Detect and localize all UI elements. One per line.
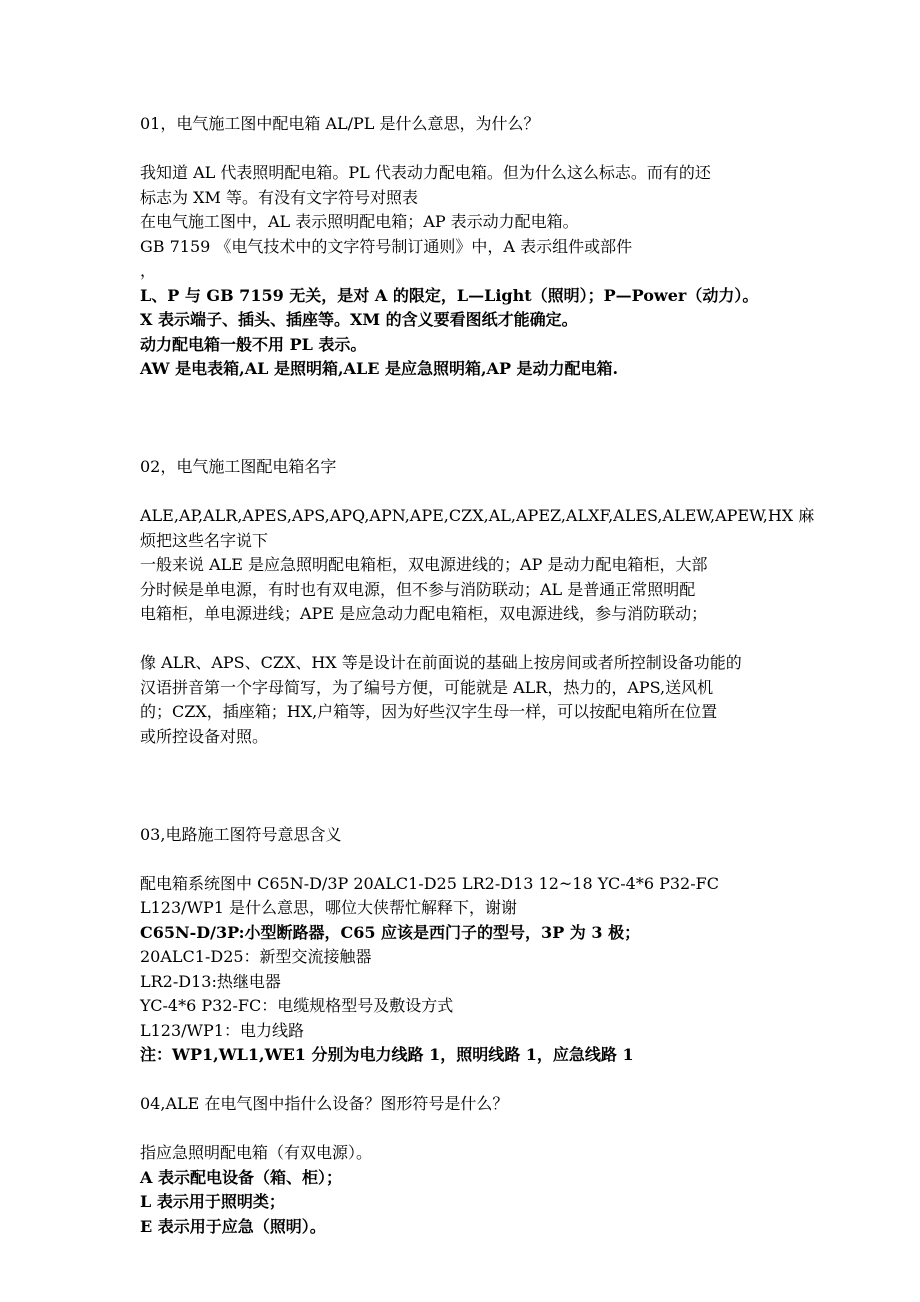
section-03-answer-line-4: L123/WP1：电力线路 — [140, 1020, 304, 1040]
section-01-answer-line-2: GB 7159 《电气技术中的文字符号制订通则》中，A 表示组件或部件 — [140, 236, 633, 256]
section-01-bold-line-3: 动力配电箱一般不用 PL 表示。 — [140, 334, 367, 354]
section-02-answer2-line-1: 像 ALR、APS、CZX、HX 等是设计在前面说的基础上按房间或者所控制设备功能的 — [140, 653, 742, 672]
section-01-question-line-1: 我知道 AL 代表照明配电箱。PL 代表动力配电箱。但为什么这么标志。而有的还 — [140, 163, 711, 182]
section-02-answer-line-1: 一般来说 ALE 是应急照明配电箱柜，双电源进线的；AP 是动力配电箱柜，大部 — [140, 555, 708, 574]
section-03-answer-line-3: YC-4*6 P32-FC：电缆规格型号及敷设方式 — [140, 996, 454, 1015]
section-04-heading: 04,ALE 在电气图中指什么设备？图形符号是什么？ — [140, 1094, 509, 1113]
section-02-answer2-line-4: 或所控设备对照。 — [140, 726, 269, 746]
section-03-answer-line-2: LR2-D13:热继电器 — [140, 971, 281, 991]
section-03-question-line-1: 配电箱系统图中 C65N-D/3P 20ALC1-D25 LR2-D13 12~18 YC-4*6 P32-FC — [140, 873, 719, 893]
section-03-answer-line-1: 20ALC1-D25：新型交流接触器 — [140, 947, 372, 966]
section-04-bold-line-2: L 表示用于照明类； — [140, 1192, 285, 1211]
section-03-question-line-2: L123/WP1 是什么意思，哪位大侠帮忙解释下，谢谢 — [140, 898, 518, 917]
section-01-heading: 01，电气施工图中配电箱 AL/PL 是什么意思，为什么？ — [140, 114, 540, 133]
section-04-bold-line-1: A 表示配电设备（箱、柜）； — [140, 1167, 342, 1187]
section-02-answer2-line-2: 汉语拼音第一个字母简写，为了编号方便，可能就是 ALR，热力的，APS,送风机 — [140, 677, 714, 697]
section-03-bold-line-2: 注：WP1,WL1,WE1 分别为电力线路 1，照明线路 1，应急线路 1 — [140, 1045, 634, 1064]
section-01-answer-line-1: 在电气施工图中，AL 表示照明配电箱；AP 表示动力配电箱。 — [140, 212, 579, 231]
section-01-bold-line-2: X 表示端子、插头、插座等。XM 的含义要看图纸才能确定。 — [140, 310, 578, 329]
section-03-bold-line-1: C65N-D/3P:小型断路器，C65 应该是西门子的型号，3P 为 3 极； — [140, 922, 641, 942]
section-02-answer-line-3: 电箱柜，单电源进线；APE 是应急动力配电箱柜，双电源进线，参与消防联动； — [140, 604, 708, 623]
section-02-question-line-1: ALE,AP,ALR,APES,APS,APQ,APN,APE,CZX,AL,APEZ,ALXF,ALES,ALEW,APEW,HX 麻 — [140, 506, 815, 525]
section-01-bold-line-1: L、P 与 GB 7159 无关，是对 A 的限定，L—Light（照明）；P—Power（动力）。 — [140, 285, 759, 305]
section-02-answer2-line-3: 的；CZX，插座箱；HX,户箱等，因为好些汉字生母一样，可以按配电箱所在位置 — [140, 702, 718, 721]
section-02-question-line-2: 烦把这些名字说下 — [140, 530, 269, 550]
section-04-answer-line-1: 指应急照明配电箱（有双电源）。 — [140, 1143, 373, 1162]
section-03-heading: 03,电路施工图符号意思含义 — [140, 824, 342, 844]
section-01-answer-line-3: ， — [140, 261, 157, 280]
section-01-question-line-2: 标志为 XM 等。有没有文字符号对照表 — [140, 187, 418, 207]
section-04-bold-line-3: E 表示用于应急（照明）。 — [140, 1216, 326, 1236]
section-02-answer-line-2: 分时候是单电源，有时也有双电源，但不参与消防联动；AL 是普通正常照明配 — [140, 579, 696, 599]
section-02-heading: 02，电气施工图配电箱名字 — [140, 457, 337, 476]
section-01-bold-line-4: AW 是电表箱,AL 是照明箱,ALE 是应急照明箱,AP 是动力配电箱. — [140, 359, 619, 378]
document-page — [140, 112, 815, 1239]
